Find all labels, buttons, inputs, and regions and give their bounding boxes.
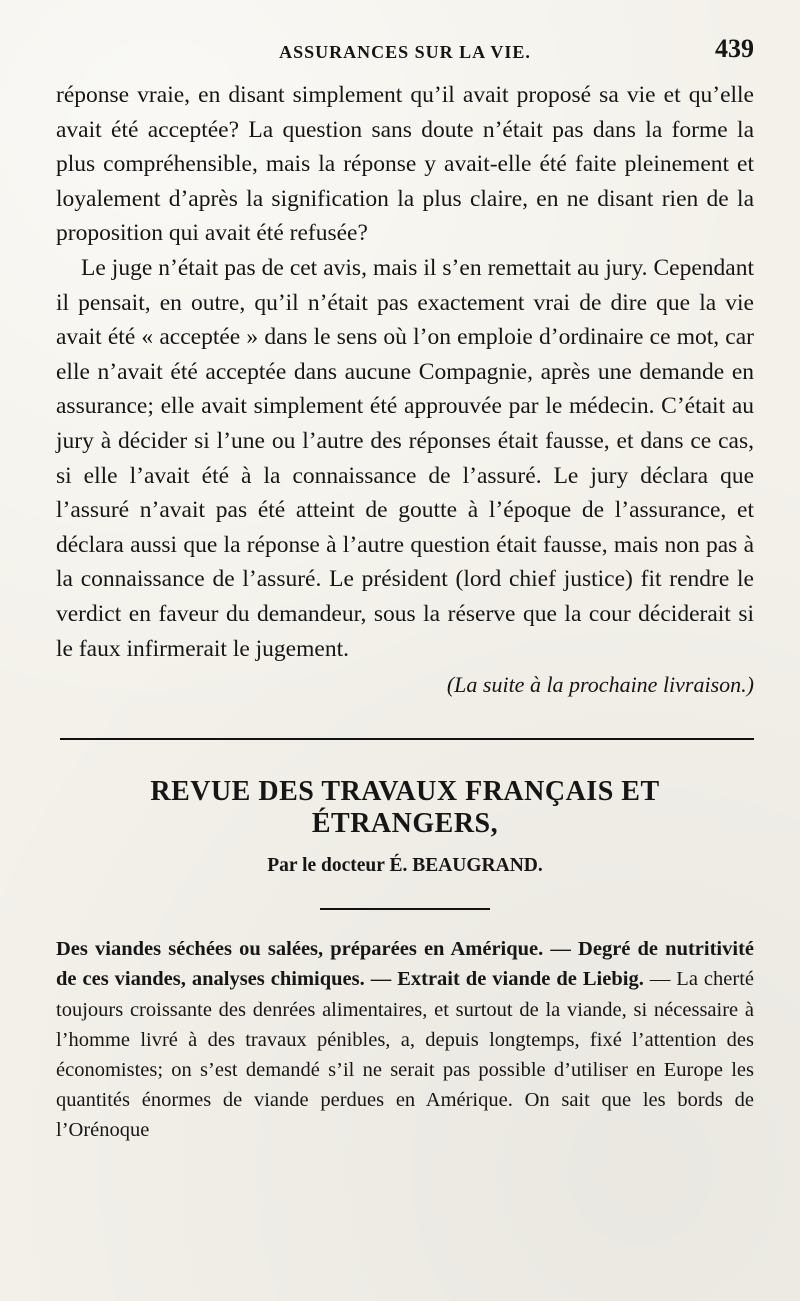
page-header (56, 34, 754, 70)
section-divider (60, 738, 754, 740)
page-number: 439 (715, 34, 754, 63)
author-byline: Par le docteur É. BEAUGRAND. (267, 855, 543, 877)
paragraph-2: Le juge n’était pas de cet avis, mais il s’en remettait au jury. Cependant il pensait, en outre, qu’il n’était pas exactement vrai de dire que la vie avait été « acceptée » dans le sens où l’on emploie d’ordinaire ce mot, car elle n’avait été acceptée dans aucune Compagnie, après une demande en assurance; elle avait simplement été approuvée par le médecin. C’était au jury à décider si l’une ou l’autre des réponses était fausse, et dans ce cas, si elle l’avait été à la connaissance de l’assuré. Le jury déclara que l’assuré n’avait pas été atteint de goutte à l’époque de l’assurance, et déclara aussi que la réponse à l’autre question était fausse, mais non pas à la connaissance de l’assuré. Le président (lord chief justice) fit rendre le verdict en faveur du demandeur, sous la réserve que la cour déciderait si le faux infirmerait le jugement. (56, 254, 754, 662)
paragraph-1: réponse vraie, en disant simplement qu’il avait proposé sa vie et qu’elle avait été acceptée? La question sans doute n’était pas dans la forme la plus compréhensible, mais la réponse y avait-elle été faite pleinement et loyalement d’après la signification la plus claire, en ne disant rien de la proposition qui avait été refusée? (56, 82, 754, 247)
section-title: REVUE DES TRAVAUX FRANÇAIS ET ÉTRANGERS, (150, 776, 660, 840)
continuation-note: (La suite à la prochaine livraison.) (446, 672, 754, 698)
article-opening (56, 934, 754, 1145)
page-body (56, 78, 754, 1166)
article-body: — La cherté toujours croissante des denrées alimentaires, et surtout de la viande, si nécessaire à l’homme livré à des travaux pénibles, a, depuis longtemps, fixé l’attention des économistes; on s’est demandé s’il ne serait pas possible d’utiliser en Europe les quantités énormes de viande perdues en Amérique. On sait que les bords de l’Orénoque (56, 968, 754, 1142)
byline-divider (320, 908, 490, 910)
article-heading: Des viandes séchées ou salées, préparées en Amérique. — Degré de nutritivité de ces viandes, analyses chimiques. — Extrait de viande de Liebig. (56, 938, 754, 991)
running-title: ASSURANCES SUR LA VIE. (279, 42, 531, 62)
